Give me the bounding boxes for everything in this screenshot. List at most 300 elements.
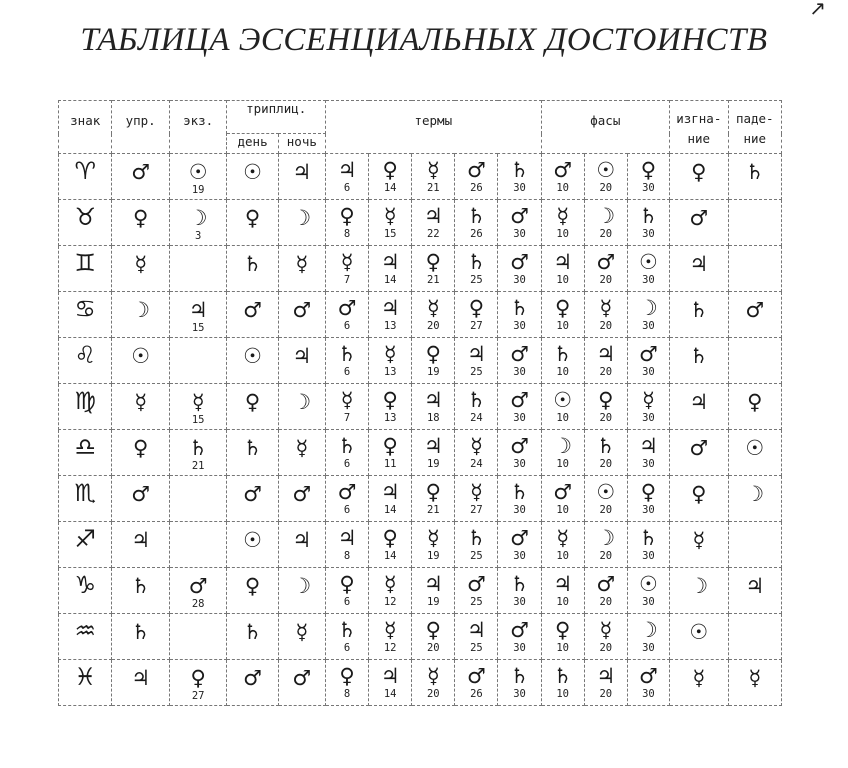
triplicity-day-cell bbox=[227, 154, 278, 200]
fall-cell bbox=[728, 614, 781, 660]
planet-glyph-icon: ♄ bbox=[337, 618, 357, 642]
zodiac-sign-icon: ♐ bbox=[74, 525, 96, 553]
triplicity-day-cell bbox=[227, 660, 278, 706]
degree-label: 25 bbox=[470, 642, 483, 654]
planet-glyph-icon: ♂ bbox=[553, 158, 573, 182]
term-cell bbox=[498, 476, 541, 522]
term-cell bbox=[369, 430, 412, 476]
face-cell bbox=[627, 384, 669, 430]
planet-glyph-icon: ☿ bbox=[641, 388, 655, 412]
degree-label: 20 bbox=[426, 688, 440, 700]
sign-cell bbox=[59, 614, 112, 660]
degree-label: 12 bbox=[383, 596, 397, 608]
term-cell bbox=[498, 522, 541, 568]
degree-label: 20 bbox=[599, 320, 613, 332]
planet-glyph-icon: ♄ bbox=[466, 526, 486, 550]
degree-label: 19 bbox=[426, 458, 440, 470]
planet-glyph-icon: ♄ bbox=[466, 388, 486, 412]
degree-label: 25 bbox=[470, 274, 483, 286]
degree-label: 6 bbox=[343, 458, 351, 470]
term-cell bbox=[412, 614, 455, 660]
planet-glyph-icon: ♄ bbox=[243, 252, 262, 276]
term-cell bbox=[369, 384, 412, 430]
degree-label: 30 bbox=[513, 412, 526, 424]
term-cell bbox=[369, 568, 412, 614]
exaltation-cell bbox=[169, 200, 227, 246]
planet-glyph-icon: ♃ bbox=[423, 434, 443, 458]
face-cell bbox=[584, 384, 627, 430]
planet-glyph-icon: ♂ bbox=[466, 572, 486, 596]
zodiac-sign-icon: ♋ bbox=[74, 295, 96, 323]
planet-glyph-icon: ♄ bbox=[510, 572, 529, 596]
degree-label: 30 bbox=[513, 320, 526, 332]
degree-label: 7 bbox=[343, 274, 351, 286]
planet-glyph-icon: ♃ bbox=[423, 572, 443, 596]
zodiac-sign-icon: ♍ bbox=[74, 387, 96, 415]
degree-label: 20 bbox=[599, 688, 613, 700]
planet-glyph-icon: ♀ bbox=[554, 296, 571, 320]
degree-label: 10 bbox=[556, 182, 570, 194]
table-row bbox=[59, 660, 782, 706]
degree-label: 24 bbox=[470, 458, 483, 470]
degree-label: 6 bbox=[343, 504, 351, 516]
term-cell bbox=[455, 614, 498, 660]
planet-glyph-icon: ☿ bbox=[556, 204, 570, 228]
detriment-cell bbox=[670, 476, 729, 522]
degree-label: 27 bbox=[191, 690, 205, 702]
planet-glyph-icon: ♃ bbox=[639, 434, 658, 458]
planet-glyph-icon: ♀ bbox=[339, 664, 355, 688]
table-row bbox=[59, 430, 782, 476]
term-cell bbox=[412, 430, 455, 476]
degree-label: 26 bbox=[470, 688, 483, 700]
planet-glyph-icon: ☿ bbox=[191, 390, 205, 414]
degree-label: 21 bbox=[426, 504, 440, 516]
detriment-cell bbox=[670, 200, 729, 246]
exaltation-cell bbox=[169, 384, 227, 430]
term-cell bbox=[325, 476, 368, 522]
degree-label: 10 bbox=[556, 642, 570, 654]
planet-glyph-icon: ♂ bbox=[466, 664, 486, 688]
degree-label: 20 bbox=[599, 366, 613, 378]
planet-glyph-icon: ♀ bbox=[554, 618, 571, 642]
face-cell bbox=[627, 660, 669, 706]
term-cell bbox=[498, 614, 541, 660]
zodiac-sign-icon: ♎ bbox=[74, 433, 96, 461]
planet-glyph-icon: ♃ bbox=[131, 666, 151, 690]
planet-glyph-icon: ☉ bbox=[243, 344, 262, 368]
planet-glyph-icon: ♂ bbox=[745, 298, 765, 322]
planet-glyph-icon: ☉ bbox=[745, 436, 765, 460]
planet-glyph-icon: ♃ bbox=[466, 618, 486, 642]
planet-glyph-icon: ☽ bbox=[292, 206, 312, 230]
planet-glyph-icon: ♀ bbox=[339, 572, 355, 596]
degree-label: 21 bbox=[426, 182, 440, 194]
planet-glyph-icon: ♂ bbox=[553, 480, 573, 504]
table-row bbox=[59, 476, 782, 522]
detriment-cell bbox=[670, 246, 729, 292]
planet-glyph-icon: ♀ bbox=[190, 666, 206, 690]
degree-label: 8 bbox=[343, 550, 351, 562]
planet-glyph-icon: ♄ bbox=[510, 664, 529, 688]
triplicity-night-cell bbox=[278, 660, 325, 706]
degree-label: 11 bbox=[383, 458, 397, 470]
degree-label: 15 bbox=[191, 322, 205, 334]
degree-label: 24 bbox=[470, 412, 483, 424]
degree-label: 6 bbox=[343, 642, 351, 654]
degree-label: 25 bbox=[470, 366, 483, 378]
planet-glyph-icon: ♀ bbox=[244, 206, 261, 230]
planet-glyph-icon: ♂ bbox=[292, 666, 312, 690]
planet-glyph-icon: ☽ bbox=[639, 618, 658, 642]
term-cell bbox=[455, 568, 498, 614]
degree-label: 20 bbox=[599, 228, 613, 240]
planet-glyph-icon: ♂ bbox=[292, 298, 312, 322]
table-row bbox=[59, 522, 782, 568]
exaltation-cell bbox=[169, 430, 227, 476]
term-cell bbox=[498, 292, 541, 338]
degree-label: 13 bbox=[383, 320, 397, 332]
triplicity-night-cell bbox=[278, 200, 325, 246]
planet-glyph-icon: ♂ bbox=[466, 158, 486, 182]
planet-glyph-icon: ♃ bbox=[337, 158, 357, 182]
exaltation-cell bbox=[169, 614, 227, 660]
term-cell bbox=[325, 200, 368, 246]
zodiac-sign-icon: ♑ bbox=[74, 571, 96, 599]
triplicity-day-cell bbox=[227, 568, 278, 614]
planet-glyph-icon: ♃ bbox=[553, 572, 573, 596]
term-cell bbox=[369, 476, 412, 522]
triplicity-night-cell bbox=[278, 430, 325, 476]
degree-label: 6 bbox=[343, 320, 351, 332]
degree-label: 13 bbox=[383, 366, 397, 378]
face-cell bbox=[584, 476, 627, 522]
degree-label: 7 bbox=[343, 412, 351, 424]
planet-glyph-icon: ♂ bbox=[510, 526, 529, 550]
term-cell bbox=[412, 292, 455, 338]
planet-glyph-icon: ♃ bbox=[380, 296, 400, 320]
face-cell bbox=[541, 614, 584, 660]
face-cell bbox=[584, 568, 627, 614]
exaltation-cell bbox=[169, 568, 227, 614]
planet-glyph-icon: ♄ bbox=[131, 574, 151, 598]
term-cell bbox=[412, 246, 455, 292]
triplicity-night-cell bbox=[278, 154, 325, 200]
planet-glyph-icon: ☿ bbox=[134, 252, 148, 276]
term-cell bbox=[369, 660, 412, 706]
face-cell bbox=[627, 246, 669, 292]
degree-label: 30 bbox=[642, 550, 655, 562]
ruler-cell bbox=[112, 522, 170, 568]
degree-label: 30 bbox=[513, 642, 526, 654]
planet-glyph-icon: ♄ bbox=[337, 342, 357, 366]
degree-label: 30 bbox=[642, 274, 655, 286]
term-cell bbox=[498, 200, 541, 246]
face-cell bbox=[541, 476, 584, 522]
triplicity-day-cell bbox=[227, 292, 278, 338]
planet-glyph-icon: ♃ bbox=[689, 252, 709, 276]
planet-glyph-icon: ♀ bbox=[244, 390, 261, 414]
face-cell bbox=[541, 568, 584, 614]
degree-label: 30 bbox=[513, 458, 526, 470]
planet-glyph-icon: ♂ bbox=[510, 434, 529, 458]
triplicity-day-cell bbox=[227, 384, 278, 430]
planet-glyph-icon: ☉ bbox=[131, 344, 151, 368]
triplicity-night-cell bbox=[278, 338, 325, 384]
degree-label: 30 bbox=[513, 274, 526, 286]
fall-cell bbox=[728, 384, 781, 430]
degree-label: 10 bbox=[556, 274, 570, 286]
planet-glyph-icon: ☉ bbox=[639, 250, 658, 274]
planet-glyph-icon: ☿ bbox=[692, 528, 706, 552]
planet-glyph-icon: ♄ bbox=[243, 436, 262, 460]
planet-glyph-icon: ☽ bbox=[131, 298, 151, 322]
triplicity-night-cell bbox=[278, 522, 325, 568]
planet-glyph-icon: ♂ bbox=[510, 250, 529, 274]
sign-cell bbox=[59, 292, 112, 338]
face-cell bbox=[584, 430, 627, 476]
face-cell bbox=[584, 292, 627, 338]
degree-label: 15 bbox=[191, 414, 205, 426]
degree-label: 30 bbox=[642, 412, 655, 424]
degree-label: 20 bbox=[599, 550, 613, 562]
planet-glyph-icon: ♄ bbox=[466, 204, 486, 228]
planet-glyph-icon: ☉ bbox=[243, 160, 262, 184]
face-cell bbox=[584, 154, 627, 200]
degree-label: 27 bbox=[470, 504, 483, 516]
degree-label: 30 bbox=[642, 688, 655, 700]
degree-label: 14 bbox=[383, 274, 397, 286]
term-cell bbox=[412, 568, 455, 614]
planet-glyph-icon: ♃ bbox=[188, 298, 208, 322]
planet-glyph-icon: ☽ bbox=[745, 482, 765, 506]
planet-glyph-icon: ♀ bbox=[640, 158, 657, 182]
face-cell bbox=[627, 430, 669, 476]
planet-glyph-icon: ♂ bbox=[596, 572, 616, 596]
planet-glyph-icon: ♃ bbox=[466, 342, 486, 366]
planet-glyph-icon: ♀ bbox=[640, 480, 657, 504]
planet-glyph-icon: ♂ bbox=[639, 664, 658, 688]
planet-glyph-icon: ♂ bbox=[188, 574, 208, 598]
detriment-cell bbox=[670, 154, 729, 200]
planet-glyph-icon: ☿ bbox=[295, 252, 309, 276]
degree-label: 19 bbox=[426, 596, 440, 608]
ruler-cell bbox=[112, 476, 170, 522]
table-row bbox=[59, 200, 782, 246]
sign-cell bbox=[59, 154, 112, 200]
exaltation-cell bbox=[169, 660, 227, 706]
face-cell bbox=[541, 430, 584, 476]
triplicity-day-cell bbox=[227, 200, 278, 246]
triplicity-day-cell bbox=[227, 614, 278, 660]
degree-label: 30 bbox=[642, 458, 655, 470]
table-row bbox=[59, 614, 782, 660]
degree-label: 20 bbox=[599, 458, 613, 470]
detriment-cell bbox=[670, 338, 729, 384]
exaltation-cell bbox=[169, 246, 227, 292]
degree-label: 10 bbox=[556, 504, 570, 516]
planet-glyph-icon: ♄ bbox=[689, 298, 709, 322]
degree-label: 20 bbox=[599, 412, 613, 424]
planet-glyph-icon: ♀ bbox=[425, 250, 441, 274]
detriment-cell bbox=[670, 292, 729, 338]
planet-glyph-icon: ♂ bbox=[131, 160, 151, 184]
planet-glyph-icon: ♃ bbox=[292, 528, 312, 552]
term-cell bbox=[412, 660, 455, 706]
term-cell bbox=[325, 614, 368, 660]
triplicity-night-cell bbox=[278, 246, 325, 292]
planet-glyph-icon: ♀ bbox=[382, 388, 398, 412]
term-cell bbox=[455, 292, 498, 338]
planet-glyph-icon: ♀ bbox=[382, 434, 398, 458]
planet-glyph-icon: ♄ bbox=[466, 250, 486, 274]
planet-glyph-icon: ♂ bbox=[243, 482, 262, 506]
degree-label: 14 bbox=[383, 504, 397, 516]
term-cell bbox=[369, 200, 412, 246]
term-cell bbox=[325, 246, 368, 292]
ruler-cell bbox=[112, 430, 170, 476]
header-triplicity: триплиц. bbox=[227, 101, 326, 134]
planet-glyph-icon: ♄ bbox=[553, 342, 573, 366]
term-cell bbox=[455, 200, 498, 246]
planet-glyph-icon: ♂ bbox=[337, 480, 357, 504]
degree-label: 10 bbox=[556, 228, 570, 240]
term-cell bbox=[412, 522, 455, 568]
planet-glyph-icon: ☽ bbox=[689, 574, 709, 598]
table-row bbox=[59, 384, 782, 430]
term-cell bbox=[455, 338, 498, 384]
planet-glyph-icon: ☿ bbox=[340, 250, 354, 274]
planet-glyph-icon: ♃ bbox=[423, 204, 443, 228]
header-day: день bbox=[227, 134, 278, 154]
fall-cell bbox=[728, 292, 781, 338]
planet-glyph-icon: ♀ bbox=[747, 390, 763, 414]
planet-glyph-icon: ♀ bbox=[382, 526, 398, 550]
term-cell bbox=[455, 660, 498, 706]
degree-label: 6 bbox=[343, 366, 351, 378]
planet-glyph-icon: ☿ bbox=[295, 436, 309, 460]
face-cell bbox=[584, 246, 627, 292]
term-cell bbox=[325, 522, 368, 568]
header-detriment: изгна- ние bbox=[670, 101, 729, 154]
term-cell bbox=[455, 384, 498, 430]
planet-glyph-icon: ♃ bbox=[380, 664, 400, 688]
planet-glyph-icon: ♂ bbox=[510, 618, 529, 642]
planet-glyph-icon: ☿ bbox=[134, 390, 148, 414]
planet-glyph-icon: ♃ bbox=[596, 342, 616, 366]
triplicity-day-cell bbox=[227, 430, 278, 476]
planet-glyph-icon: ♀ bbox=[244, 574, 261, 598]
degree-label: 30 bbox=[513, 182, 526, 194]
planet-glyph-icon: ♂ bbox=[337, 296, 357, 320]
degree-label: 25 bbox=[470, 596, 483, 608]
planet-glyph-icon: ♂ bbox=[596, 250, 616, 274]
degree-label: 14 bbox=[383, 182, 397, 194]
ruler-cell bbox=[112, 384, 170, 430]
planet-glyph-icon: ☿ bbox=[556, 526, 570, 550]
degree-label: 14 bbox=[383, 550, 397, 562]
degree-label: 20 bbox=[599, 274, 613, 286]
planet-glyph-icon: ♀ bbox=[425, 618, 441, 642]
planet-glyph-icon: ♃ bbox=[337, 526, 357, 550]
degree-label: 30 bbox=[642, 596, 655, 608]
fall-cell bbox=[728, 522, 781, 568]
header-fall: паде- ние bbox=[728, 101, 781, 154]
face-cell bbox=[627, 614, 669, 660]
planet-glyph-icon: ☿ bbox=[426, 664, 440, 688]
face-cell bbox=[627, 568, 669, 614]
term-cell bbox=[325, 154, 368, 200]
planet-glyph-icon: ♄ bbox=[639, 204, 658, 228]
degree-label: 26 bbox=[470, 228, 483, 240]
face-cell bbox=[541, 246, 584, 292]
planet-glyph-icon: ♄ bbox=[337, 434, 357, 458]
planet-glyph-icon: ☿ bbox=[469, 434, 483, 458]
planet-glyph-icon: ♂ bbox=[689, 206, 709, 230]
term-cell bbox=[412, 384, 455, 430]
face-cell bbox=[627, 292, 669, 338]
detriment-cell bbox=[670, 614, 729, 660]
degree-label: 8 bbox=[343, 688, 351, 700]
planet-glyph-icon: ♃ bbox=[596, 664, 616, 688]
degree-label: 22 bbox=[426, 228, 440, 240]
zodiac-sign-icon: ♉ bbox=[74, 203, 96, 231]
face-cell bbox=[541, 154, 584, 200]
fall-cell bbox=[728, 338, 781, 384]
degree-label: 10 bbox=[556, 688, 570, 700]
planet-glyph-icon: ☽ bbox=[639, 296, 658, 320]
face-cell bbox=[627, 476, 669, 522]
ruler-cell bbox=[112, 660, 170, 706]
planet-glyph-icon: ☿ bbox=[426, 296, 440, 320]
degree-label: 26 bbox=[470, 182, 483, 194]
planet-glyph-icon: ♄ bbox=[639, 526, 658, 550]
ruler-cell bbox=[112, 338, 170, 384]
face-cell bbox=[541, 292, 584, 338]
degree-label: 30 bbox=[642, 366, 655, 378]
header-exaltation: экз. bbox=[169, 101, 227, 154]
degree-label: 10 bbox=[556, 320, 570, 332]
zodiac-sign-icon: ♏ bbox=[74, 479, 96, 507]
face-cell bbox=[584, 660, 627, 706]
term-cell bbox=[498, 430, 541, 476]
term-cell bbox=[325, 384, 368, 430]
degree-label: 30 bbox=[513, 366, 526, 378]
term-cell bbox=[412, 338, 455, 384]
degree-label: 30 bbox=[642, 642, 655, 654]
header-sign: знак bbox=[59, 101, 112, 154]
term-cell bbox=[412, 476, 455, 522]
term-cell bbox=[325, 660, 368, 706]
term-cell bbox=[325, 430, 368, 476]
degree-label: 21 bbox=[191, 460, 205, 472]
header-night: ночь bbox=[278, 134, 325, 154]
header-ruler: упр. bbox=[112, 101, 170, 154]
degree-label: 15 bbox=[383, 228, 397, 240]
detriment-cell bbox=[670, 568, 729, 614]
sign-cell bbox=[59, 568, 112, 614]
sign-cell bbox=[59, 246, 112, 292]
planet-glyph-icon: ☿ bbox=[469, 480, 483, 504]
degree-label: 14 bbox=[383, 688, 397, 700]
sign-cell bbox=[59, 660, 112, 706]
term-cell bbox=[455, 522, 498, 568]
fall-cell bbox=[728, 154, 781, 200]
triplicity-day-cell bbox=[227, 476, 278, 522]
term-cell bbox=[498, 660, 541, 706]
term-cell bbox=[325, 338, 368, 384]
degree-label: 30 bbox=[513, 504, 526, 516]
